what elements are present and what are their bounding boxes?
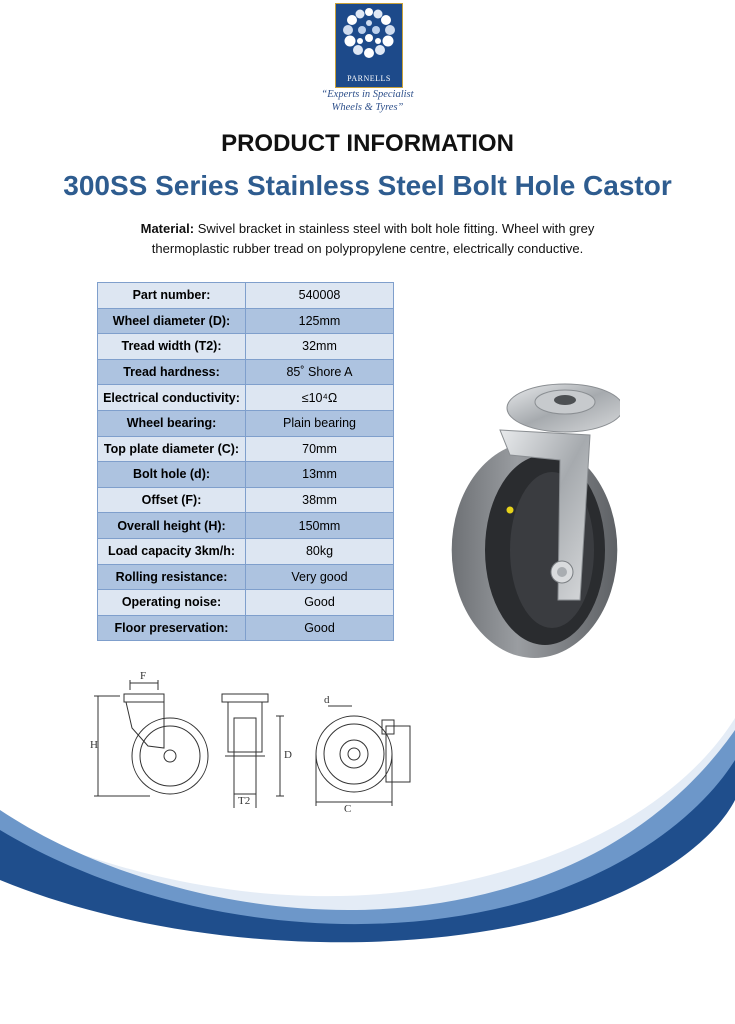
spec-row bbox=[98, 487, 394, 513]
spec-value: 150mm bbox=[246, 513, 394, 539]
tagline-line-2: Wheels & Tyres” bbox=[331, 102, 404, 113]
spec-row bbox=[98, 436, 394, 462]
spec-row bbox=[98, 334, 394, 360]
spec-row bbox=[98, 538, 394, 564]
spec-key: Tread width (T2): bbox=[98, 334, 246, 360]
spec-value: Good bbox=[246, 615, 394, 641]
spec-value: 80kg bbox=[246, 538, 394, 564]
spec-table bbox=[97, 282, 394, 641]
product-title: 300SS Series Stainless Steel Bolt Hole Castor bbox=[63, 170, 672, 201]
wheel-dots-logo-icon bbox=[336, 4, 402, 74]
spec-value: Very good bbox=[246, 564, 394, 590]
spec-value: 540008 bbox=[246, 283, 394, 309]
spec-value: 32mm bbox=[246, 334, 394, 360]
page-heading: PRODUCT INFORMATION bbox=[221, 130, 514, 157]
castor-product-image bbox=[440, 360, 620, 660]
spec-key: Electrical conductivity: bbox=[98, 385, 246, 411]
spec-value: Plain bearing bbox=[246, 410, 394, 436]
spec-row bbox=[98, 410, 394, 436]
spec-key: Overall height (H): bbox=[98, 513, 246, 539]
spec-value: 70mm bbox=[246, 436, 394, 462]
spec-key: Bolt hole (d): bbox=[98, 462, 246, 488]
label-d-large: D bbox=[284, 749, 292, 761]
spec-value: 85˚ Shore A bbox=[246, 359, 394, 385]
product-description bbox=[120, 219, 615, 259]
spec-row bbox=[98, 308, 394, 334]
spec-row bbox=[98, 283, 394, 309]
tagline-line-1: “Experts in Specialist bbox=[321, 89, 414, 100]
decorative-wave bbox=[0, 690, 735, 1024]
spec-row bbox=[98, 359, 394, 385]
spec-value: Good bbox=[246, 590, 394, 616]
spec-row bbox=[98, 385, 394, 411]
brand-tagline bbox=[290, 88, 445, 114]
spec-value: ≤10⁴Ω bbox=[246, 385, 394, 411]
label-d-small: d bbox=[324, 694, 330, 706]
spec-row bbox=[98, 590, 394, 616]
spec-key: Tread hardness: bbox=[98, 359, 246, 385]
spec-value: 13mm bbox=[246, 462, 394, 488]
spec-key: Rolling resistance: bbox=[98, 564, 246, 590]
spec-row bbox=[98, 564, 394, 590]
brand-name: PARNELLS bbox=[347, 74, 391, 83]
parnells-logo bbox=[335, 3, 403, 88]
spec-value: 125mm bbox=[246, 308, 394, 334]
spec-key: Wheel diameter (D): bbox=[98, 308, 246, 334]
label-t2: T2 bbox=[238, 795, 251, 807]
spec-key: Floor preservation: bbox=[98, 615, 246, 641]
spec-key: Wheel bearing: bbox=[98, 410, 246, 436]
label-h: H bbox=[90, 739, 98, 751]
spec-key: Load capacity 3km/h: bbox=[98, 538, 246, 564]
label-c: C bbox=[344, 803, 352, 813]
spec-row bbox=[98, 462, 394, 488]
material-text: Swivel bracket in stainless steel with bolt hole fitting. Wheel with grey thermoplastic rubber tread on polypropylene centre, electrically conductive. bbox=[151, 221, 595, 256]
spec-row bbox=[98, 615, 394, 641]
spec-key: Offset (F): bbox=[98, 487, 246, 513]
spec-key: Part number: bbox=[98, 283, 246, 309]
material-label: Material: bbox=[140, 221, 195, 236]
spec-row bbox=[98, 513, 394, 539]
spec-key: Operating noise: bbox=[98, 590, 246, 616]
spec-value: 38mm bbox=[246, 487, 394, 513]
label-f: F bbox=[140, 670, 147, 682]
spec-key: Top plate diameter (C): bbox=[98, 436, 246, 462]
